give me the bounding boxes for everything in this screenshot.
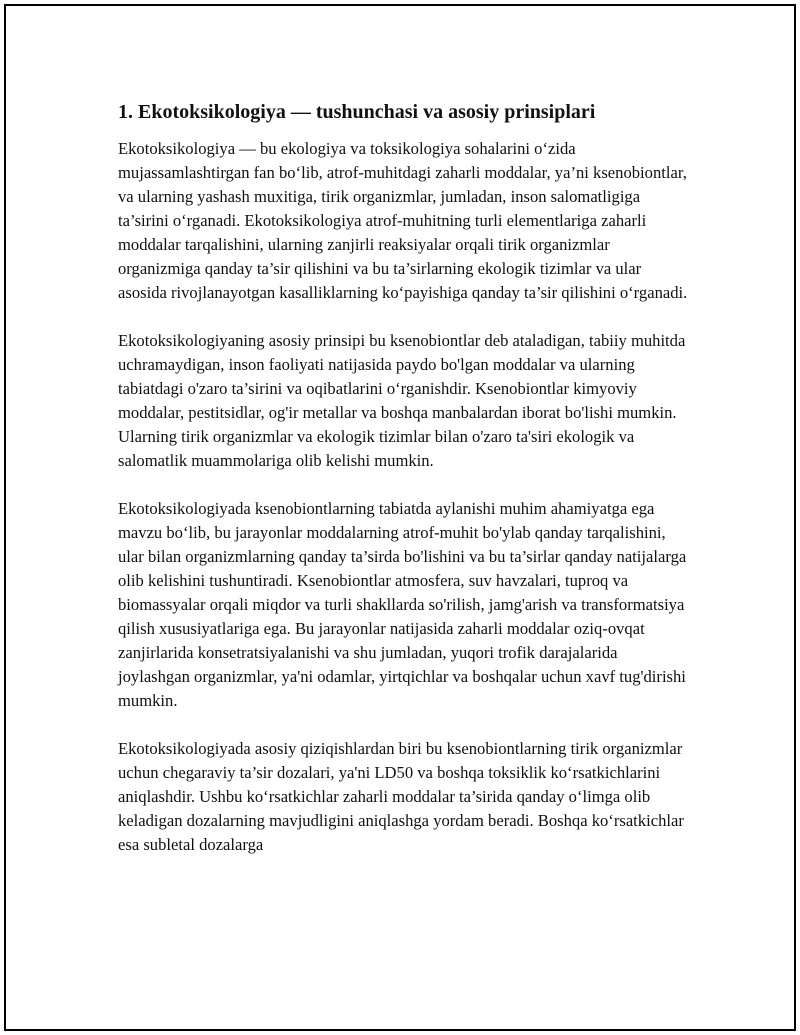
paragraph-2: Ekotoksikologiyaning asosiy prinsipi bu ksenobiontlar deb ataladigan, tabiiy muhitda uchramaydigan, inson faoliyati natijasida paydo bo'lgan moddalar va ularning tabiatdagi o'zaro ta’sirini va oqibatlarini o‘rganishdir. Ksenobiontlar kimyoviy moddalar, pestitsidlar, og'ir metallar va boshqa manbalardan iborat bo'lishi mumkin. Ularning tirik organizmlar va ekologik tizimlar bilan o'zaro ta'siri ekologik va salomatlik muammolariga olib kelishi mumkin. — [118, 331, 686, 470]
section-heading: 1. Ekotoksikologiya — tushunchasi va asosiy prinsiplari — [118, 101, 596, 123]
paragraph-4: Ekotoksikologiyada asosiy qiziqishlardan biri bu ksenobiontlarning tirik organizmlar uchun chegaraviy ta’sir dozalari, ya'ni LD50 va boshqa toksiklik ko‘rsatkichlarini aniqlashdir. Ushbu ko‘rsatkichlar zaharli moddalar ta’sirida qanday o‘limga olib keladigan dozalarning mavjudligini aniqlashga yordam beradi. Boshqa ko‘rsatkichlar esa subletal dozalarga — [118, 739, 684, 854]
document-body — [118, 99, 692, 881]
document-page — [4, 4, 796, 1031]
paragraph-3: Ekotoksikologiyada ksenobiontlarning tabiatda aylanishi muhim ahamiyatga ega mavzu bo‘lib, bu jarayonlar moddalarning atrof-muhit bo'ylab qanday tarqalishini, ular bilan organizmlarning qanday ta’sirda bo'lishini va bu ta’sirlar qanday natijalarga olib kelishini tushuntiradi. Ksenobiontlar atmosfera, suv havzalari, tuproq va biomassyalar orqali miqdor va turli shakllarda so'rilish, jamg'arish va transformatsiya qilish xususiyatlariga ega. Bu jarayonlar natijasida zaharli moddalar oziq-ovqat zanjirlarida konsetratsiyalanishi va shu jumladan, yuqori trofik darajalarida joylashgan organizmlar, ya'ni odamlar, yirtqichlar va boshqalar uchun xavf tug'dirishi mumkin. — [118, 499, 687, 710]
paragraph-1: Ekotoksikologiya — bu ekologiya va toksikologiya sohalarini o‘zida mujassamlashtirgan fan bo‘lib, atrof-muhitdagi zaharli moddalar, ya’ni ksenobiontlar, va ularning yashash muxitiga, tirik organizmlar, jumladan, inson salomatligiga ta’sirini o‘rganadi. Ekotoksikologiya atrof-muhitning turli elementlariga zaharli moddalar tarqalishini, ularning zanjirli reaksiyalar orqali tirik organizmlar organizmiga qanday ta’sir qilishini va bu ta’sirlarning ekologik tizimlar va ular asosida rivojlanayotgan kasalliklarning ko‘payishiga qanday ta’sir qilishini o‘rganadi. — [118, 139, 688, 302]
